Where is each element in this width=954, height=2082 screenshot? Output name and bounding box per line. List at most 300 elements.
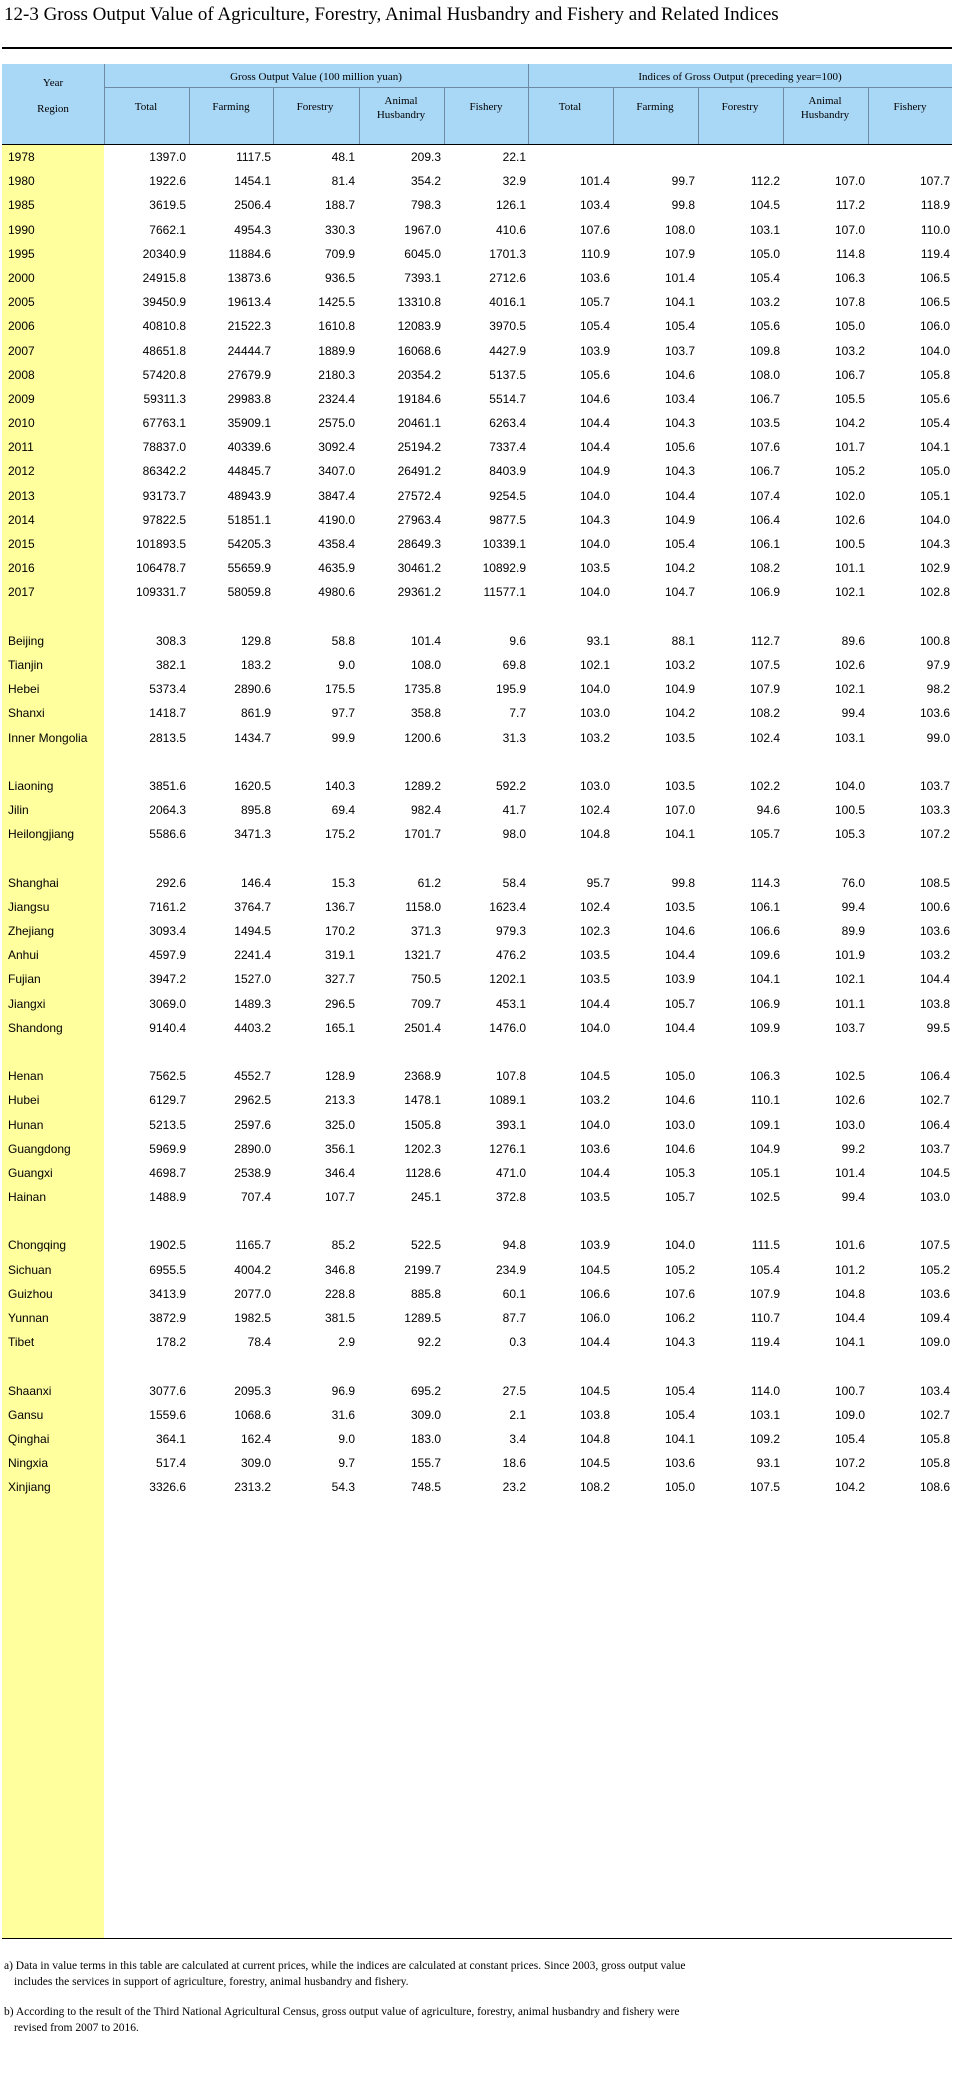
cell-value: 1321.7 <box>404 948 441 963</box>
table-row <box>2 943 952 967</box>
cell-value: 104.9 <box>664 512 695 527</box>
cell-value: 103.5 <box>664 899 695 914</box>
cell-value: 476.2 <box>495 948 526 963</box>
cell-value: 104.7 <box>664 585 695 600</box>
cell-value: 99.9 <box>331 730 355 745</box>
cell-value: 175.5 <box>324 682 355 697</box>
table-row <box>2 653 952 677</box>
table-row <box>2 726 952 750</box>
cell-value: 155.7 <box>410 1456 441 1471</box>
note-b-line2: revised from 2007 to 2016. <box>14 2022 139 2034</box>
cell-value: 55659.9 <box>227 561 271 576</box>
table-row <box>2 871 952 895</box>
cell-value: 1620.5 <box>234 778 271 793</box>
cell-value: 104.5 <box>579 1069 610 1084</box>
cell-value: 103.6 <box>579 1141 610 1156</box>
cell-value: 103.7 <box>664 343 695 358</box>
cell-value: 1488.9 <box>149 1190 186 1205</box>
grid-line <box>104 87 952 88</box>
table-row <box>2 677 952 701</box>
cell-value: 104.4 <box>664 948 695 963</box>
cell-value: 1735.8 <box>404 682 441 697</box>
row-label: 1978 <box>8 150 35 164</box>
cell-value: 707.4 <box>240 1190 271 1205</box>
cell-value: 106.0 <box>919 319 950 334</box>
note-b-line1: b) According to the result of the Third National Agricultural Census, gross output value of agriculture, forestry, animal husbandry and fishery were <box>4 2006 680 2018</box>
cell-value: 107.0 <box>664 803 695 818</box>
column-header: Animal Husbandry <box>376 95 426 121</box>
cell-value: 6045.0 <box>404 246 441 261</box>
cell-value: 7393.1 <box>404 270 441 285</box>
row-label: 2008 <box>8 367 35 382</box>
cell-value: 109.1 <box>749 1117 780 1132</box>
cell-value: 12083.9 <box>397 319 441 334</box>
cell-value: 20354.2 <box>397 367 441 382</box>
cell-value: 89.6 <box>841 633 865 648</box>
cell-value: 105.7 <box>579 295 610 310</box>
cell-value: 103.6 <box>919 1286 950 1301</box>
cell-value: 103.9 <box>664 972 695 987</box>
cell-value: 110.0 <box>920 222 950 237</box>
grid-line <box>104 64 105 145</box>
cell-value: 54.3 <box>331 1480 355 1495</box>
cell-value: 101.4 <box>664 270 695 285</box>
cell-value: 105.0 <box>834 319 865 334</box>
cell-value: 104.4 <box>579 1165 610 1180</box>
cell-value: 16068.6 <box>397 343 441 358</box>
cell-value: 4597.9 <box>149 948 186 963</box>
cell-value: 106.4 <box>919 1069 950 1084</box>
cell-value: 105.6 <box>664 440 695 455</box>
cell-value: 41.7 <box>502 803 526 818</box>
cell-value: 88.1 <box>671 633 695 648</box>
cell-value: 102.8 <box>919 585 950 600</box>
table-row <box>2 266 952 290</box>
cell-value: 8403.9 <box>489 464 526 479</box>
cell-value: 104.0 <box>919 343 950 358</box>
cell-value: 101.7 <box>834 440 865 455</box>
cell-value: 106.5 <box>919 270 950 285</box>
cell-value: 105.4 <box>749 1262 780 1277</box>
table-row <box>2 1258 952 1282</box>
cell-value: 354.2 <box>410 174 441 189</box>
cell-value: 31.3 <box>502 730 526 745</box>
cell-value: 24915.8 <box>142 270 186 285</box>
cell-value: 308.3 <box>155 633 186 648</box>
cell-value: 103.2 <box>579 730 610 745</box>
cell-value: 108.0 <box>410 657 441 672</box>
cell-value: 2199.7 <box>404 1262 441 1277</box>
row-label: Jilin <box>8 803 29 818</box>
cell-value: 2095.3 <box>234 1383 271 1398</box>
cell-value: 104.6 <box>579 391 610 406</box>
cell-value: 1494.5 <box>234 924 271 938</box>
cell-value: 309.0 <box>410 1407 441 1422</box>
cell-value: 358.8 <box>410 706 441 721</box>
cell-value: 98.2 <box>926 682 950 697</box>
cell-value: 117.2 <box>835 198 865 213</box>
row-label: Shandong <box>8 1020 63 1035</box>
cell-value: 101.4 <box>834 1165 865 1180</box>
cell-value: 105.3 <box>834 827 865 842</box>
cell-value: 104.2 <box>834 416 865 431</box>
cell-value: 101.4 <box>579 174 610 189</box>
cell-value: 105.7 <box>664 1190 695 1205</box>
cell-value: 99.4 <box>841 1190 865 1205</box>
cell-value: 129.8 <box>240 633 271 648</box>
cell-value: 10892.9 <box>482 561 526 576</box>
cell-value: 104.6 <box>664 1093 695 1108</box>
cell-value: 119.4 <box>750 1335 780 1350</box>
table-row <box>2 1233 952 1257</box>
cell-value: 104.0 <box>579 488 610 503</box>
cell-value: 107.8 <box>834 295 865 310</box>
cell-value: 108.6 <box>919 1480 950 1495</box>
cell-value: 32.9 <box>502 174 526 189</box>
cell-value: 103.1 <box>834 730 865 745</box>
table-row <box>2 1113 952 1137</box>
cell-value: 108.5 <box>919 875 950 890</box>
cell-value: 393.1 <box>495 1117 526 1132</box>
row-label: Hainan <box>8 1190 47 1205</box>
cell-value: 372.8 <box>495 1190 526 1205</box>
cell-value: 107.5 <box>749 1480 780 1495</box>
cell-value: 209.3 <box>410 150 441 164</box>
cell-value: 48651.8 <box>142 343 186 358</box>
row-label: Fujian <box>8 972 41 987</box>
cell-value: 35909.1 <box>227 416 271 431</box>
cell-value: 5137.5 <box>489 367 526 382</box>
table-row <box>2 919 952 943</box>
cell-value: 7562.5 <box>149 1069 186 1084</box>
row-label: 2009 <box>8 391 35 406</box>
cell-value: 104.0 <box>579 1020 610 1035</box>
cell-value: 94.6 <box>756 803 780 818</box>
cell-value: 1397.0 <box>149 150 186 164</box>
cell-value: 861.9 <box>240 706 271 721</box>
cell-value: 106.9 <box>749 585 780 600</box>
row-label: 1990 <box>8 222 35 237</box>
cell-value: 15.3 <box>331 875 355 890</box>
cell-value: 107.9 <box>749 1286 780 1301</box>
cell-value: 136.7 <box>324 899 355 914</box>
grid-line <box>868 87 869 145</box>
cell-value: 9.6 <box>509 633 526 648</box>
cell-value: 1425.5 <box>318 295 355 310</box>
table-row <box>2 774 952 798</box>
cell-value: 58.4 <box>502 875 526 890</box>
cell-value: 107.5 <box>919 1238 950 1253</box>
row-label: Ningxia <box>8 1456 49 1471</box>
group-spacer <box>2 750 952 774</box>
cell-value: 107.9 <box>664 246 695 261</box>
cell-value: 107.7 <box>919 174 950 189</box>
cell-value: 228.8 <box>324 1286 355 1301</box>
table-row <box>2 387 952 411</box>
cell-value: 101.6 <box>834 1238 865 1253</box>
cell-value: 1922.6 <box>149 174 186 189</box>
cell-value: 103.9 <box>579 1238 610 1253</box>
cell-value: 104.4 <box>919 972 950 987</box>
cell-value: 19184.6 <box>397 391 441 406</box>
cell-value: 105.3 <box>664 1165 695 1180</box>
cell-value: 107.4 <box>749 488 780 503</box>
cell-value: 104.1 <box>664 1431 695 1446</box>
table-row <box>2 411 952 435</box>
table-row <box>2 1451 952 1475</box>
cell-value: 103.7 <box>919 778 950 793</box>
cell-value: 213.3 <box>324 1093 355 1108</box>
cell-value: 105.4 <box>664 1407 695 1422</box>
cell-value: 11884.6 <box>228 246 271 261</box>
row-label: Tibet <box>8 1335 35 1350</box>
cell-value: 96.9 <box>331 1383 355 1398</box>
bottom-rule <box>2 1938 952 1939</box>
cell-value: 102.6 <box>834 512 865 527</box>
cell-value: 103.5 <box>579 561 610 576</box>
table-row <box>2 629 952 653</box>
cell-value: 1505.8 <box>404 1117 441 1132</box>
cell-value: 11577.1 <box>483 585 526 600</box>
cell-value: 885.8 <box>410 1286 441 1301</box>
cell-value: 695.2 <box>410 1383 441 1398</box>
cell-value: 170.2 <box>324 924 355 938</box>
cell-value: 114.8 <box>835 246 865 261</box>
table-row <box>2 339 952 363</box>
cell-value: 1289.2 <box>404 778 441 793</box>
cell-value: 105.0 <box>664 1069 695 1084</box>
cell-value: 364.1 <box>155 1431 186 1446</box>
row-label: Guizhou <box>8 1286 53 1301</box>
cell-value: 105.4 <box>834 1431 865 1446</box>
cell-value: 7337.4 <box>489 440 526 455</box>
cell-value: 195.9 <box>495 682 526 697</box>
group-spacer <box>2 846 952 870</box>
column-header: Farming <box>636 101 674 113</box>
cell-value: 1982.5 <box>234 1311 271 1325</box>
cell-value: 103.4 <box>664 391 695 406</box>
cell-value: 183.2 <box>240 657 271 672</box>
table-row <box>2 556 952 580</box>
cell-value: 3872.9 <box>149 1311 186 1325</box>
cell-value: 22.1 <box>502 150 526 164</box>
cell-value: 3092.4 <box>318 440 355 455</box>
cell-value: 5969.9 <box>149 1141 186 1156</box>
cell-value: 175.2 <box>324 827 355 842</box>
cell-value: 94.8 <box>502 1238 526 1253</box>
cell-value: 106.0 <box>579 1311 610 1325</box>
cell-value: 51851.1 <box>227 512 271 527</box>
cell-value: 296.5 <box>324 996 355 1011</box>
row-label: 2012 <box>8 464 35 479</box>
row-label: Guangxi <box>8 1165 53 1180</box>
cell-value: 103.7 <box>834 1020 865 1035</box>
cell-value: 99.8 <box>671 875 695 890</box>
cell-value: 103.3 <box>919 803 950 818</box>
cell-value: 245.1 <box>410 1190 441 1205</box>
row-label: Shanghai <box>8 875 59 890</box>
cell-value: 99.4 <box>841 899 865 914</box>
cell-value: 1454.1 <box>234 174 271 189</box>
cell-value: 40810.8 <box>142 319 186 334</box>
cell-value: 104.9 <box>579 464 610 479</box>
table-row <box>2 459 952 483</box>
cell-value: 4190.0 <box>318 512 355 527</box>
row-label: Xinjiang <box>8 1480 51 1495</box>
cell-value: 102.1 <box>579 657 610 672</box>
cell-value: 104.3 <box>579 512 610 527</box>
cell-value: 325.0 <box>324 1117 355 1132</box>
cell-value: 106.1 <box>749 537 780 551</box>
cell-value: 105.2 <box>919 1262 950 1277</box>
cell-value: 106.7 <box>749 464 780 479</box>
cell-value: 106.2 <box>664 1311 695 1325</box>
cell-value: 382.1 <box>155 657 186 672</box>
cell-value: 4427.9 <box>489 343 526 358</box>
group-spacer <box>2 1354 952 1378</box>
cell-value: 1623.4 <box>489 899 526 914</box>
cell-value: 128.9 <box>324 1069 355 1084</box>
cell-value: 1902.5 <box>149 1238 186 1253</box>
cell-value: 4635.9 <box>318 561 355 576</box>
cell-value: 110.7 <box>750 1311 780 1325</box>
cell-value: 58.8 <box>331 633 355 648</box>
cell-value: 5213.5 <box>149 1117 186 1132</box>
cell-value: 6263.4 <box>489 416 526 431</box>
cell-value: 3413.9 <box>149 1286 186 1301</box>
cell-value: 2.9 <box>338 1335 355 1350</box>
cell-value: 93.1 <box>756 1456 780 1471</box>
table-row <box>2 992 952 1016</box>
cell-value: 104.0 <box>834 778 865 793</box>
cell-value: 105.5 <box>834 391 865 406</box>
cell-value: 103.2 <box>579 1093 610 1108</box>
cell-value: 1489.3 <box>234 996 271 1011</box>
cell-value: 101893.5 <box>135 537 186 551</box>
cell-value: 103.5 <box>664 730 695 745</box>
cell-value: 105.0 <box>919 464 950 479</box>
cell-value: 5514.7 <box>489 391 526 406</box>
cell-value: 106.4 <box>749 512 780 527</box>
cell-value: 107.2 <box>834 1456 865 1471</box>
cell-value: 105.2 <box>664 1262 695 1277</box>
cell-value: 103.9 <box>579 343 610 358</box>
cell-value: 107.7 <box>324 1190 355 1205</box>
table-row <box>2 290 952 314</box>
cell-value: 107.6 <box>664 1286 695 1301</box>
cell-value: 1418.7 <box>149 706 186 721</box>
cell-value: 4552.7 <box>234 1069 271 1084</box>
cell-value: 3093.4 <box>149 924 186 938</box>
grid-line <box>444 87 445 145</box>
cell-value: 2180.3 <box>318 367 355 382</box>
row-label: Sichuan <box>8 1262 52 1277</box>
cell-value: 2501.4 <box>404 1020 441 1035</box>
cell-value: 104.4 <box>579 1335 610 1350</box>
cell-value: 2538.9 <box>234 1165 271 1180</box>
cell-value: 7161.2 <box>149 899 186 914</box>
table-row <box>2 822 952 846</box>
cell-value: 105.6 <box>749 319 780 334</box>
cell-value: 60.1 <box>502 1286 526 1301</box>
cell-value: 895.8 <box>240 803 271 818</box>
cell-value: 109.4 <box>919 1311 950 1325</box>
grid-line <box>698 87 699 145</box>
cell-value: 330.3 <box>324 222 355 237</box>
table-row <box>2 1306 952 1330</box>
cell-value: 27679.9 <box>227 367 271 382</box>
cell-value: 104.0 <box>579 1117 610 1132</box>
column-header: Forestry <box>296 101 334 113</box>
cell-value: 140.3 <box>324 778 355 793</box>
cell-value: 99.0 <box>926 730 950 745</box>
table-row <box>2 1282 952 1306</box>
cell-value: 3.4 <box>509 1431 526 1446</box>
cell-value: 102.5 <box>834 1069 865 1084</box>
cell-value: 118.9 <box>920 198 950 213</box>
grid-line <box>783 87 784 145</box>
cell-value: 20340.9 <box>142 246 186 261</box>
cell-value: 100.6 <box>919 899 950 914</box>
cell-value: 102.4 <box>579 803 610 818</box>
cell-value: 104.8 <box>834 1286 865 1301</box>
cell-value: 78.4 <box>247 1335 271 1350</box>
cell-value: 104.4 <box>579 440 610 455</box>
row-label: Qinghai <box>8 1431 50 1446</box>
grid-line <box>359 87 360 145</box>
cell-value: 103.7 <box>919 1141 950 1156</box>
cell-value: 103.6 <box>919 706 950 721</box>
cell-value: 112.7 <box>750 633 780 648</box>
cell-value: 114.0 <box>750 1383 780 1398</box>
cell-value: 104.9 <box>749 1141 780 1156</box>
cell-value: 4358.4 <box>318 537 355 551</box>
cell-value: 105.2 <box>834 464 865 479</box>
row-label: 1985 <box>8 198 35 213</box>
cell-value: 104.6 <box>664 924 695 938</box>
cell-value: 7.7 <box>509 706 526 721</box>
cell-value: 1701.7 <box>404 827 441 842</box>
cell-value: 103.2 <box>749 295 780 310</box>
cell-value: 104.2 <box>834 1480 865 1495</box>
cell-value: 106.5 <box>919 295 950 310</box>
cell-value: 346.8 <box>324 1262 355 1277</box>
cell-value: 107.0 <box>834 222 865 237</box>
column-header: Total <box>558 101 582 113</box>
cell-value: 39450.9 <box>142 295 186 310</box>
cell-value: 3619.5 <box>149 198 186 213</box>
cell-value: 108.2 <box>579 1480 610 1495</box>
cell-value: 106.3 <box>749 1069 780 1084</box>
table-row <box>2 1088 952 1112</box>
table-row <box>2 1161 952 1185</box>
cell-value: 105.0 <box>749 246 780 261</box>
cell-value: 4698.7 <box>149 1165 186 1180</box>
cell-value: 103.5 <box>579 948 610 963</box>
cell-value: 27963.4 <box>397 512 441 527</box>
cell-value: 107.8 <box>495 1069 526 1084</box>
cell-value: 3764.7 <box>234 899 271 914</box>
cell-value: 58059.8 <box>227 585 271 600</box>
row-label: 2010 <box>8 416 35 431</box>
cell-value: 106.6 <box>579 1286 610 1301</box>
cell-value: 69.4 <box>331 803 355 818</box>
cell-value: 29983.8 <box>227 391 271 406</box>
cell-value: 110.1 <box>750 1093 780 1108</box>
row-label: 2006 <box>8 319 35 334</box>
cell-value: 108.0 <box>749 367 780 382</box>
cell-value: 4403.2 <box>234 1020 271 1035</box>
